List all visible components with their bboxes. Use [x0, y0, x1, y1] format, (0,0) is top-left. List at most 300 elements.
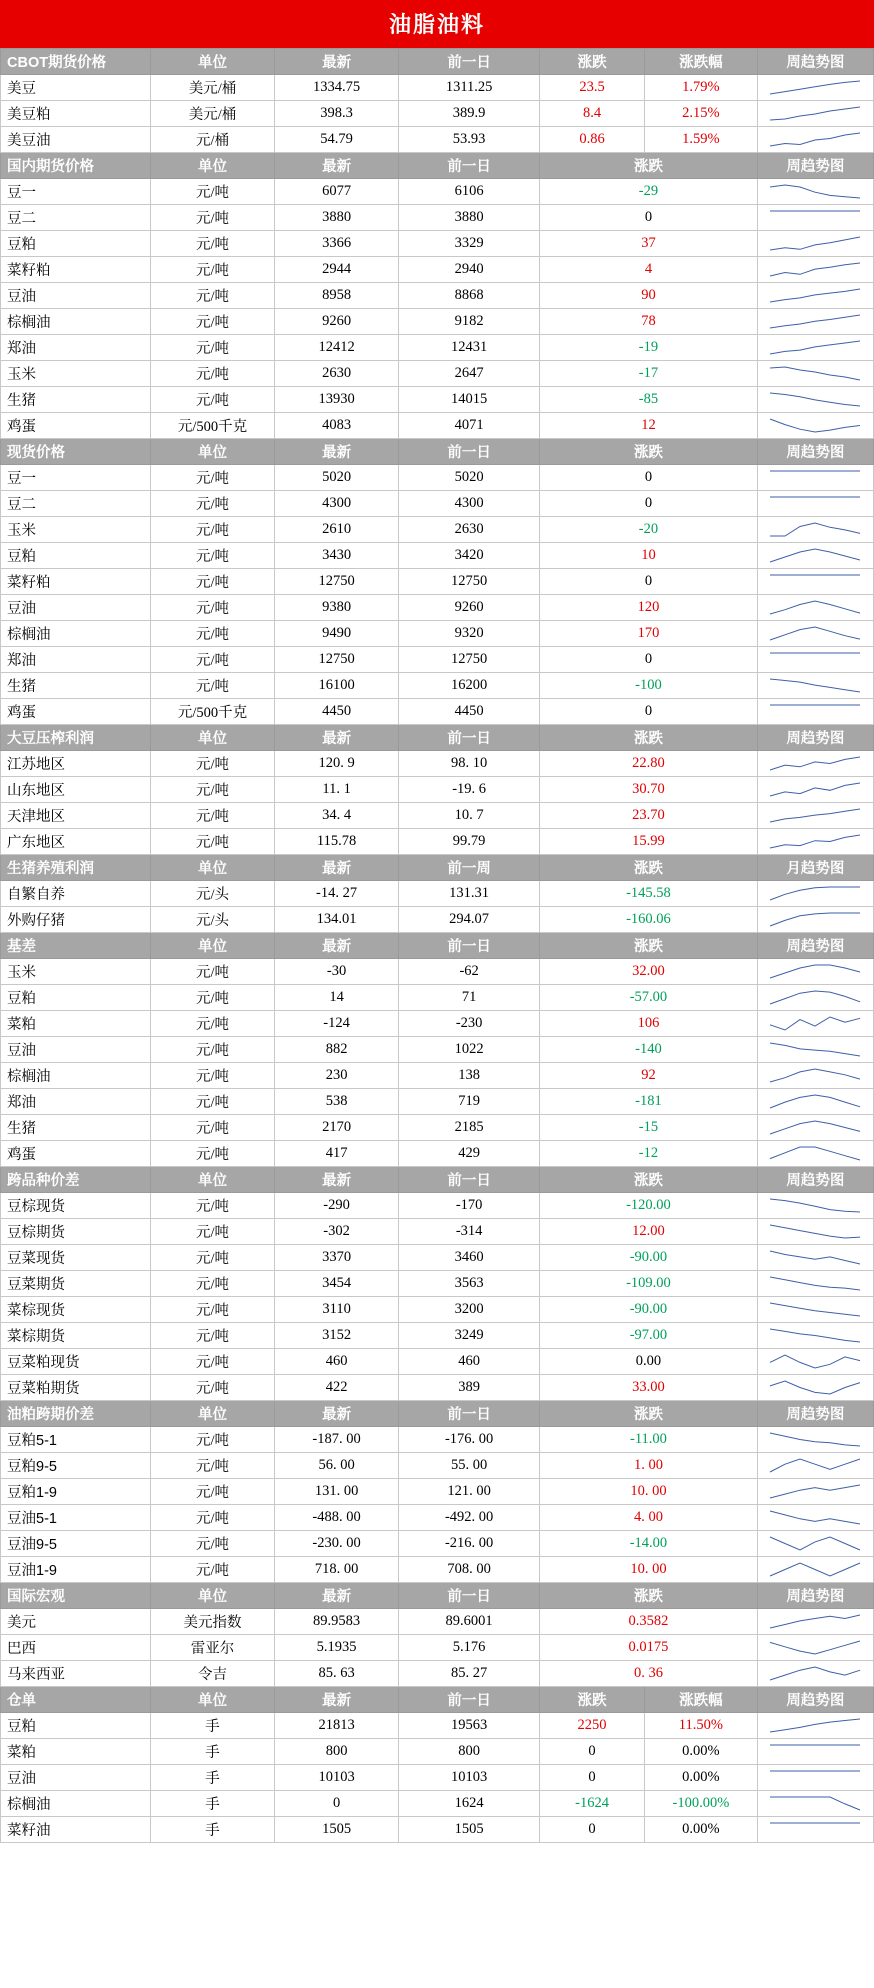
- row-change: 92: [540, 1063, 758, 1089]
- row-unit: 元/吨: [151, 1557, 275, 1583]
- row-latest: 718. 00: [275, 1557, 399, 1583]
- row-latest: 85. 63: [275, 1661, 399, 1687]
- row-label: 豆粕: [1, 543, 151, 569]
- row-trend-chart: [757, 777, 873, 803]
- row-prev: 1505: [399, 1817, 540, 1843]
- row-trend-chart: [757, 517, 873, 543]
- row-latest: 21813: [275, 1713, 399, 1739]
- col-latest: 最新: [275, 49, 399, 75]
- col-trend: 周趋势图: [757, 1687, 873, 1713]
- row-unit: 元/吨: [151, 777, 275, 803]
- col-change: 涨跌: [540, 855, 758, 881]
- row-change-pct: 2.15%: [645, 101, 758, 127]
- row-change: -29: [540, 179, 758, 205]
- section-header: [1, 725, 874, 751]
- row-change: 8.4: [540, 101, 645, 127]
- row-label: 鸡蛋: [1, 413, 151, 439]
- row-prev: 89.6001: [399, 1609, 540, 1635]
- section-header: [1, 153, 874, 179]
- row-unit: 元/头: [151, 907, 275, 933]
- col-latest: 最新: [275, 933, 399, 959]
- row-change: 10. 00: [540, 1479, 758, 1505]
- row-latest: 134.01: [275, 907, 399, 933]
- section-header: [1, 1401, 874, 1427]
- row-trend-chart: [757, 257, 873, 283]
- row-change-pct: 1.59%: [645, 127, 758, 153]
- col-trend: 周趋势图: [757, 49, 873, 75]
- row-latest: -230. 00: [275, 1531, 399, 1557]
- row-trend-chart: [757, 699, 873, 725]
- row-prev: 12750: [399, 647, 540, 673]
- row-trend-chart: [757, 751, 873, 777]
- col-prev: 前一日: [399, 49, 540, 75]
- row-prev: -176. 00: [399, 1427, 540, 1453]
- table-row: [1, 803, 874, 829]
- row-label: 豆粕: [1, 231, 151, 257]
- table-row: [1, 1193, 874, 1219]
- row-latest: 3430: [275, 543, 399, 569]
- table-row: [1, 1505, 874, 1531]
- table-row: [1, 621, 874, 647]
- section-title: 现货价格: [1, 439, 151, 465]
- row-label: 鸡蛋: [1, 699, 151, 725]
- row-trend-chart: [757, 1089, 873, 1115]
- row-prev: 3880: [399, 205, 540, 231]
- row-unit: 元/吨: [151, 283, 275, 309]
- row-label: 郑油: [1, 335, 151, 361]
- row-prev: 3420: [399, 543, 540, 569]
- col-change: 涨跌: [540, 1167, 758, 1193]
- table-row: [1, 1115, 874, 1141]
- row-latest: 460: [275, 1349, 399, 1375]
- row-change: -140: [540, 1037, 758, 1063]
- row-prev: 4300: [399, 491, 540, 517]
- col-unit: 单位: [151, 1687, 275, 1713]
- col-trend: 周趋势图: [757, 1167, 873, 1193]
- col-prev: 前一日: [399, 1167, 540, 1193]
- row-unit: 元/吨: [151, 1141, 275, 1167]
- col-latest: 最新: [275, 1167, 399, 1193]
- row-label: 豆油: [1, 1765, 151, 1791]
- row-prev: 3460: [399, 1245, 540, 1271]
- row-trend-chart: [757, 1739, 873, 1765]
- col-change: 涨跌: [540, 1583, 758, 1609]
- row-label: 豆二: [1, 205, 151, 231]
- section-header: [1, 439, 874, 465]
- row-change: 0.0175: [540, 1635, 758, 1661]
- row-trend-chart: [757, 283, 873, 309]
- col-unit: 单位: [151, 725, 275, 751]
- row-latest: 131. 00: [275, 1479, 399, 1505]
- row-change: -1624: [540, 1791, 645, 1817]
- row-trend-chart: [757, 1141, 873, 1167]
- row-trend-chart: [757, 543, 873, 569]
- row-label: 棕榈油: [1, 309, 151, 335]
- section-title: 国际宏观: [1, 1583, 151, 1609]
- row-change: -145.58: [540, 881, 758, 907]
- table-row: [1, 75, 874, 101]
- table-row: [1, 1037, 874, 1063]
- row-change: 23.5: [540, 75, 645, 101]
- row-prev: -216. 00: [399, 1531, 540, 1557]
- row-change: -57.00: [540, 985, 758, 1011]
- row-change: 2250: [540, 1713, 645, 1739]
- row-prev: 294.07: [399, 907, 540, 933]
- table-row: [1, 959, 874, 985]
- table-row: [1, 465, 874, 491]
- row-latest: 34. 4: [275, 803, 399, 829]
- row-trend-chart: [757, 1271, 873, 1297]
- row-change: -19: [540, 335, 758, 361]
- row-trend-chart: [757, 413, 873, 439]
- row-label: 豆粕1-9: [1, 1479, 151, 1505]
- row-label: 豆粕: [1, 985, 151, 1011]
- row-label: 豆油: [1, 595, 151, 621]
- row-unit: 元/吨: [151, 465, 275, 491]
- row-unit: 元/吨: [151, 1089, 275, 1115]
- row-trend-chart: [757, 205, 873, 231]
- section-header: [1, 1167, 874, 1193]
- section-title: 仓单: [1, 1687, 151, 1713]
- section-title: 油粕跨期价差: [1, 1401, 151, 1427]
- row-latest: 2630: [275, 361, 399, 387]
- row-change: 120: [540, 595, 758, 621]
- row-unit: 手: [151, 1739, 275, 1765]
- row-label: 生猪: [1, 673, 151, 699]
- row-change: 15.99: [540, 829, 758, 855]
- row-unit: 手: [151, 1791, 275, 1817]
- row-change-pct: 0.00%: [645, 1739, 758, 1765]
- row-label: 郑油: [1, 1089, 151, 1115]
- row-label: 棕榈油: [1, 1063, 151, 1089]
- row-change: 10: [540, 543, 758, 569]
- row-unit: 手: [151, 1817, 275, 1843]
- row-trend-chart: [757, 1323, 873, 1349]
- row-prev: 708. 00: [399, 1557, 540, 1583]
- row-prev: -492. 00: [399, 1505, 540, 1531]
- row-trend-chart: [757, 1557, 873, 1583]
- table-row: [1, 335, 874, 361]
- row-trend-chart: [757, 1297, 873, 1323]
- row-prev: 3249: [399, 1323, 540, 1349]
- row-latest: 422: [275, 1375, 399, 1401]
- row-prev: 9320: [399, 621, 540, 647]
- row-latest: 14: [275, 985, 399, 1011]
- row-label: 豆油: [1, 283, 151, 309]
- row-prev: 3200: [399, 1297, 540, 1323]
- table-row: [1, 413, 874, 439]
- row-label: 豆油1-9: [1, 1557, 151, 1583]
- row-change: -11.00: [540, 1427, 758, 1453]
- table-row: [1, 1791, 874, 1817]
- table-row: [1, 1063, 874, 1089]
- row-trend-chart: [757, 309, 873, 335]
- row-unit: 元/500千克: [151, 413, 275, 439]
- row-trend-chart: [757, 1063, 873, 1089]
- row-prev: 6106: [399, 179, 540, 205]
- row-unit: 元/吨: [151, 1011, 275, 1037]
- col-change: 涨跌: [540, 1687, 645, 1713]
- row-trend-chart: [757, 1479, 873, 1505]
- row-label: 豆二: [1, 491, 151, 517]
- col-prev: 前一日: [399, 439, 540, 465]
- row-change: 0.3582: [540, 1609, 758, 1635]
- table-row: [1, 101, 874, 127]
- table-row: [1, 1219, 874, 1245]
- table-row: [1, 543, 874, 569]
- table-row: [1, 1089, 874, 1115]
- row-label: 鸡蛋: [1, 1141, 151, 1167]
- col-trend: 月趋势图: [757, 855, 873, 881]
- row-unit: 元/吨: [151, 1479, 275, 1505]
- row-label: 豆油5-1: [1, 1505, 151, 1531]
- row-label: 豆粕9-5: [1, 1453, 151, 1479]
- row-latest: -488. 00: [275, 1505, 399, 1531]
- col-prev: 前一日: [399, 1401, 540, 1427]
- row-unit: 元/桶: [151, 127, 275, 153]
- row-latest: 1334.75: [275, 75, 399, 101]
- col-latest: 最新: [275, 1583, 399, 1609]
- row-latest: 89.9583: [275, 1609, 399, 1635]
- row-label: 豆油9-5: [1, 1531, 151, 1557]
- row-unit: 元/吨: [151, 257, 275, 283]
- table-row: [1, 881, 874, 907]
- col-change-pct: 涨跌幅: [645, 49, 758, 75]
- table-row: [1, 647, 874, 673]
- table-row: [1, 1531, 874, 1557]
- row-change: 32.00: [540, 959, 758, 985]
- row-prev: -230: [399, 1011, 540, 1037]
- row-trend-chart: [757, 1609, 873, 1635]
- row-unit: 美元/桶: [151, 75, 275, 101]
- col-unit: 单位: [151, 855, 275, 881]
- row-unit: 元/吨: [151, 621, 275, 647]
- data-table: [0, 48, 874, 1843]
- row-trend-chart: [757, 127, 873, 153]
- row-latest: -302: [275, 1219, 399, 1245]
- row-change: -90.00: [540, 1297, 758, 1323]
- row-trend-chart: [757, 387, 873, 413]
- row-label: 郑油: [1, 647, 151, 673]
- table-row: [1, 283, 874, 309]
- row-prev: -314: [399, 1219, 540, 1245]
- row-change: 4. 00: [540, 1505, 758, 1531]
- row-prev: 2630: [399, 517, 540, 543]
- col-trend: 周趋势图: [757, 933, 873, 959]
- row-unit: 元/吨: [151, 1505, 275, 1531]
- table-row: [1, 829, 874, 855]
- row-label: 美元: [1, 1609, 151, 1635]
- row-unit: 元/吨: [151, 1427, 275, 1453]
- row-label: 玉米: [1, 361, 151, 387]
- row-change: 0: [540, 569, 758, 595]
- col-latest: 最新: [275, 725, 399, 751]
- table-row: [1, 1011, 874, 1037]
- table-row: [1, 205, 874, 231]
- row-unit: 元/吨: [151, 231, 275, 257]
- row-change: -120.00: [540, 1193, 758, 1219]
- row-latest: 800: [275, 1739, 399, 1765]
- row-trend-chart: [757, 1505, 873, 1531]
- row-latest: 56. 00: [275, 1453, 399, 1479]
- col-change: 涨跌: [540, 725, 758, 751]
- row-label: 豆一: [1, 179, 151, 205]
- col-change: 涨跌: [540, 153, 758, 179]
- row-latest: 9490: [275, 621, 399, 647]
- row-trend-chart: [757, 491, 873, 517]
- row-trend-chart: [757, 803, 873, 829]
- row-prev: 1624: [399, 1791, 540, 1817]
- row-trend-chart: [757, 1713, 873, 1739]
- row-prev: 5020: [399, 465, 540, 491]
- row-change: 23.70: [540, 803, 758, 829]
- col-latest: 最新: [275, 1401, 399, 1427]
- row-latest: 10103: [275, 1765, 399, 1791]
- row-trend-chart: [757, 881, 873, 907]
- col-prev: 前一日: [399, 725, 540, 751]
- row-change: -100: [540, 673, 758, 699]
- section-title: 生猪养殖利润: [1, 855, 151, 881]
- row-label: 菜籽粕: [1, 257, 151, 283]
- row-prev: 460: [399, 1349, 540, 1375]
- row-change: 106: [540, 1011, 758, 1037]
- row-latest: -124: [275, 1011, 399, 1037]
- row-prev: 99.79: [399, 829, 540, 855]
- row-label: 豆棕期货: [1, 1219, 151, 1245]
- row-change: 78: [540, 309, 758, 335]
- col-change: 涨跌: [540, 1401, 758, 1427]
- section-title: 大豆压榨利润: [1, 725, 151, 751]
- row-change: 0: [540, 491, 758, 517]
- row-trend-chart: [757, 1349, 873, 1375]
- row-prev: -170: [399, 1193, 540, 1219]
- row-label: 玉米: [1, 959, 151, 985]
- table-row: [1, 1427, 874, 1453]
- row-trend-chart: [757, 1193, 873, 1219]
- row-label: 棕榈油: [1, 621, 151, 647]
- row-unit: 美元指数: [151, 1609, 275, 1635]
- col-latest: 最新: [275, 1687, 399, 1713]
- row-unit: 元/500千克: [151, 699, 275, 725]
- row-unit: 元/吨: [151, 751, 275, 777]
- page-title: 油脂油料: [0, 0, 874, 48]
- row-latest: 2610: [275, 517, 399, 543]
- row-trend-chart: [757, 595, 873, 621]
- row-prev: 85. 27: [399, 1661, 540, 1687]
- row-label: 豆油: [1, 1037, 151, 1063]
- row-latest: 4450: [275, 699, 399, 725]
- row-prev: 121. 00: [399, 1479, 540, 1505]
- row-latest: 538: [275, 1089, 399, 1115]
- row-latest: 4083: [275, 413, 399, 439]
- col-change: 涨跌: [540, 49, 645, 75]
- row-change: 12.00: [540, 1219, 758, 1245]
- section-header: [1, 855, 874, 881]
- row-latest: 12750: [275, 647, 399, 673]
- row-label: 豆菜现货: [1, 1245, 151, 1271]
- row-label: 豆菜粕期货: [1, 1375, 151, 1401]
- table-row: [1, 1375, 874, 1401]
- row-trend-chart: [757, 101, 873, 127]
- row-unit: 令吉: [151, 1661, 275, 1687]
- table-row: [1, 907, 874, 933]
- row-latest: 4300: [275, 491, 399, 517]
- row-label: 菜粕: [1, 1011, 151, 1037]
- row-label: 豆菜期货: [1, 1271, 151, 1297]
- row-label: 巴西: [1, 1635, 151, 1661]
- row-prev: 12750: [399, 569, 540, 595]
- row-trend-chart: [757, 1635, 873, 1661]
- table-row: [1, 673, 874, 699]
- row-latest: -290: [275, 1193, 399, 1219]
- row-trend-chart: [757, 1531, 873, 1557]
- row-label: 美豆油: [1, 127, 151, 153]
- row-change: 12: [540, 413, 758, 439]
- row-trend-chart: [757, 1453, 873, 1479]
- row-latest: 2170: [275, 1115, 399, 1141]
- table-row: [1, 1297, 874, 1323]
- row-label: 自繁自养: [1, 881, 151, 907]
- row-change: -97.00: [540, 1323, 758, 1349]
- table-row: [1, 699, 874, 725]
- row-latest: 5.1935: [275, 1635, 399, 1661]
- row-trend-chart: [757, 75, 873, 101]
- row-latest: 8958: [275, 283, 399, 309]
- col-trend: 周趋势图: [757, 725, 873, 751]
- row-latest: 12412: [275, 335, 399, 361]
- row-latest: 6077: [275, 179, 399, 205]
- row-prev: 55. 00: [399, 1453, 540, 1479]
- row-trend-chart: [757, 1791, 873, 1817]
- table-row: [1, 517, 874, 543]
- row-unit: 元/吨: [151, 595, 275, 621]
- row-prev: 800: [399, 1739, 540, 1765]
- row-unit: 手: [151, 1713, 275, 1739]
- row-latest: 115.78: [275, 829, 399, 855]
- row-prev: 4450: [399, 699, 540, 725]
- table-row: [1, 361, 874, 387]
- row-change: -20: [540, 517, 758, 543]
- row-prev: 10. 7: [399, 803, 540, 829]
- row-prev: 98. 10: [399, 751, 540, 777]
- row-unit: 元/吨: [151, 1349, 275, 1375]
- row-unit: 元/吨: [151, 647, 275, 673]
- row-prev: 14015: [399, 387, 540, 413]
- row-label: 玉米: [1, 517, 151, 543]
- table-row: [1, 1271, 874, 1297]
- row-prev: 16200: [399, 673, 540, 699]
- section-title: 国内期货价格: [1, 153, 151, 179]
- row-label: 美豆粕: [1, 101, 151, 127]
- row-change-pct: 11.50%: [645, 1713, 758, 1739]
- row-trend-chart: [757, 179, 873, 205]
- row-label: 豆一: [1, 465, 151, 491]
- row-change: 0: [540, 1739, 645, 1765]
- row-change: 0.00: [540, 1349, 758, 1375]
- section-title: CBOT期货价格: [1, 49, 151, 75]
- row-label: 菜粕: [1, 1739, 151, 1765]
- row-prev: 2185: [399, 1115, 540, 1141]
- row-latest: 9380: [275, 595, 399, 621]
- row-change: 30.70: [540, 777, 758, 803]
- table-row: [1, 127, 874, 153]
- row-prev: 2647: [399, 361, 540, 387]
- row-change: 0: [540, 647, 758, 673]
- row-label: 豆棕现货: [1, 1193, 151, 1219]
- row-trend-chart: [757, 829, 873, 855]
- table-row: [1, 595, 874, 621]
- row-unit: 元/吨: [151, 1323, 275, 1349]
